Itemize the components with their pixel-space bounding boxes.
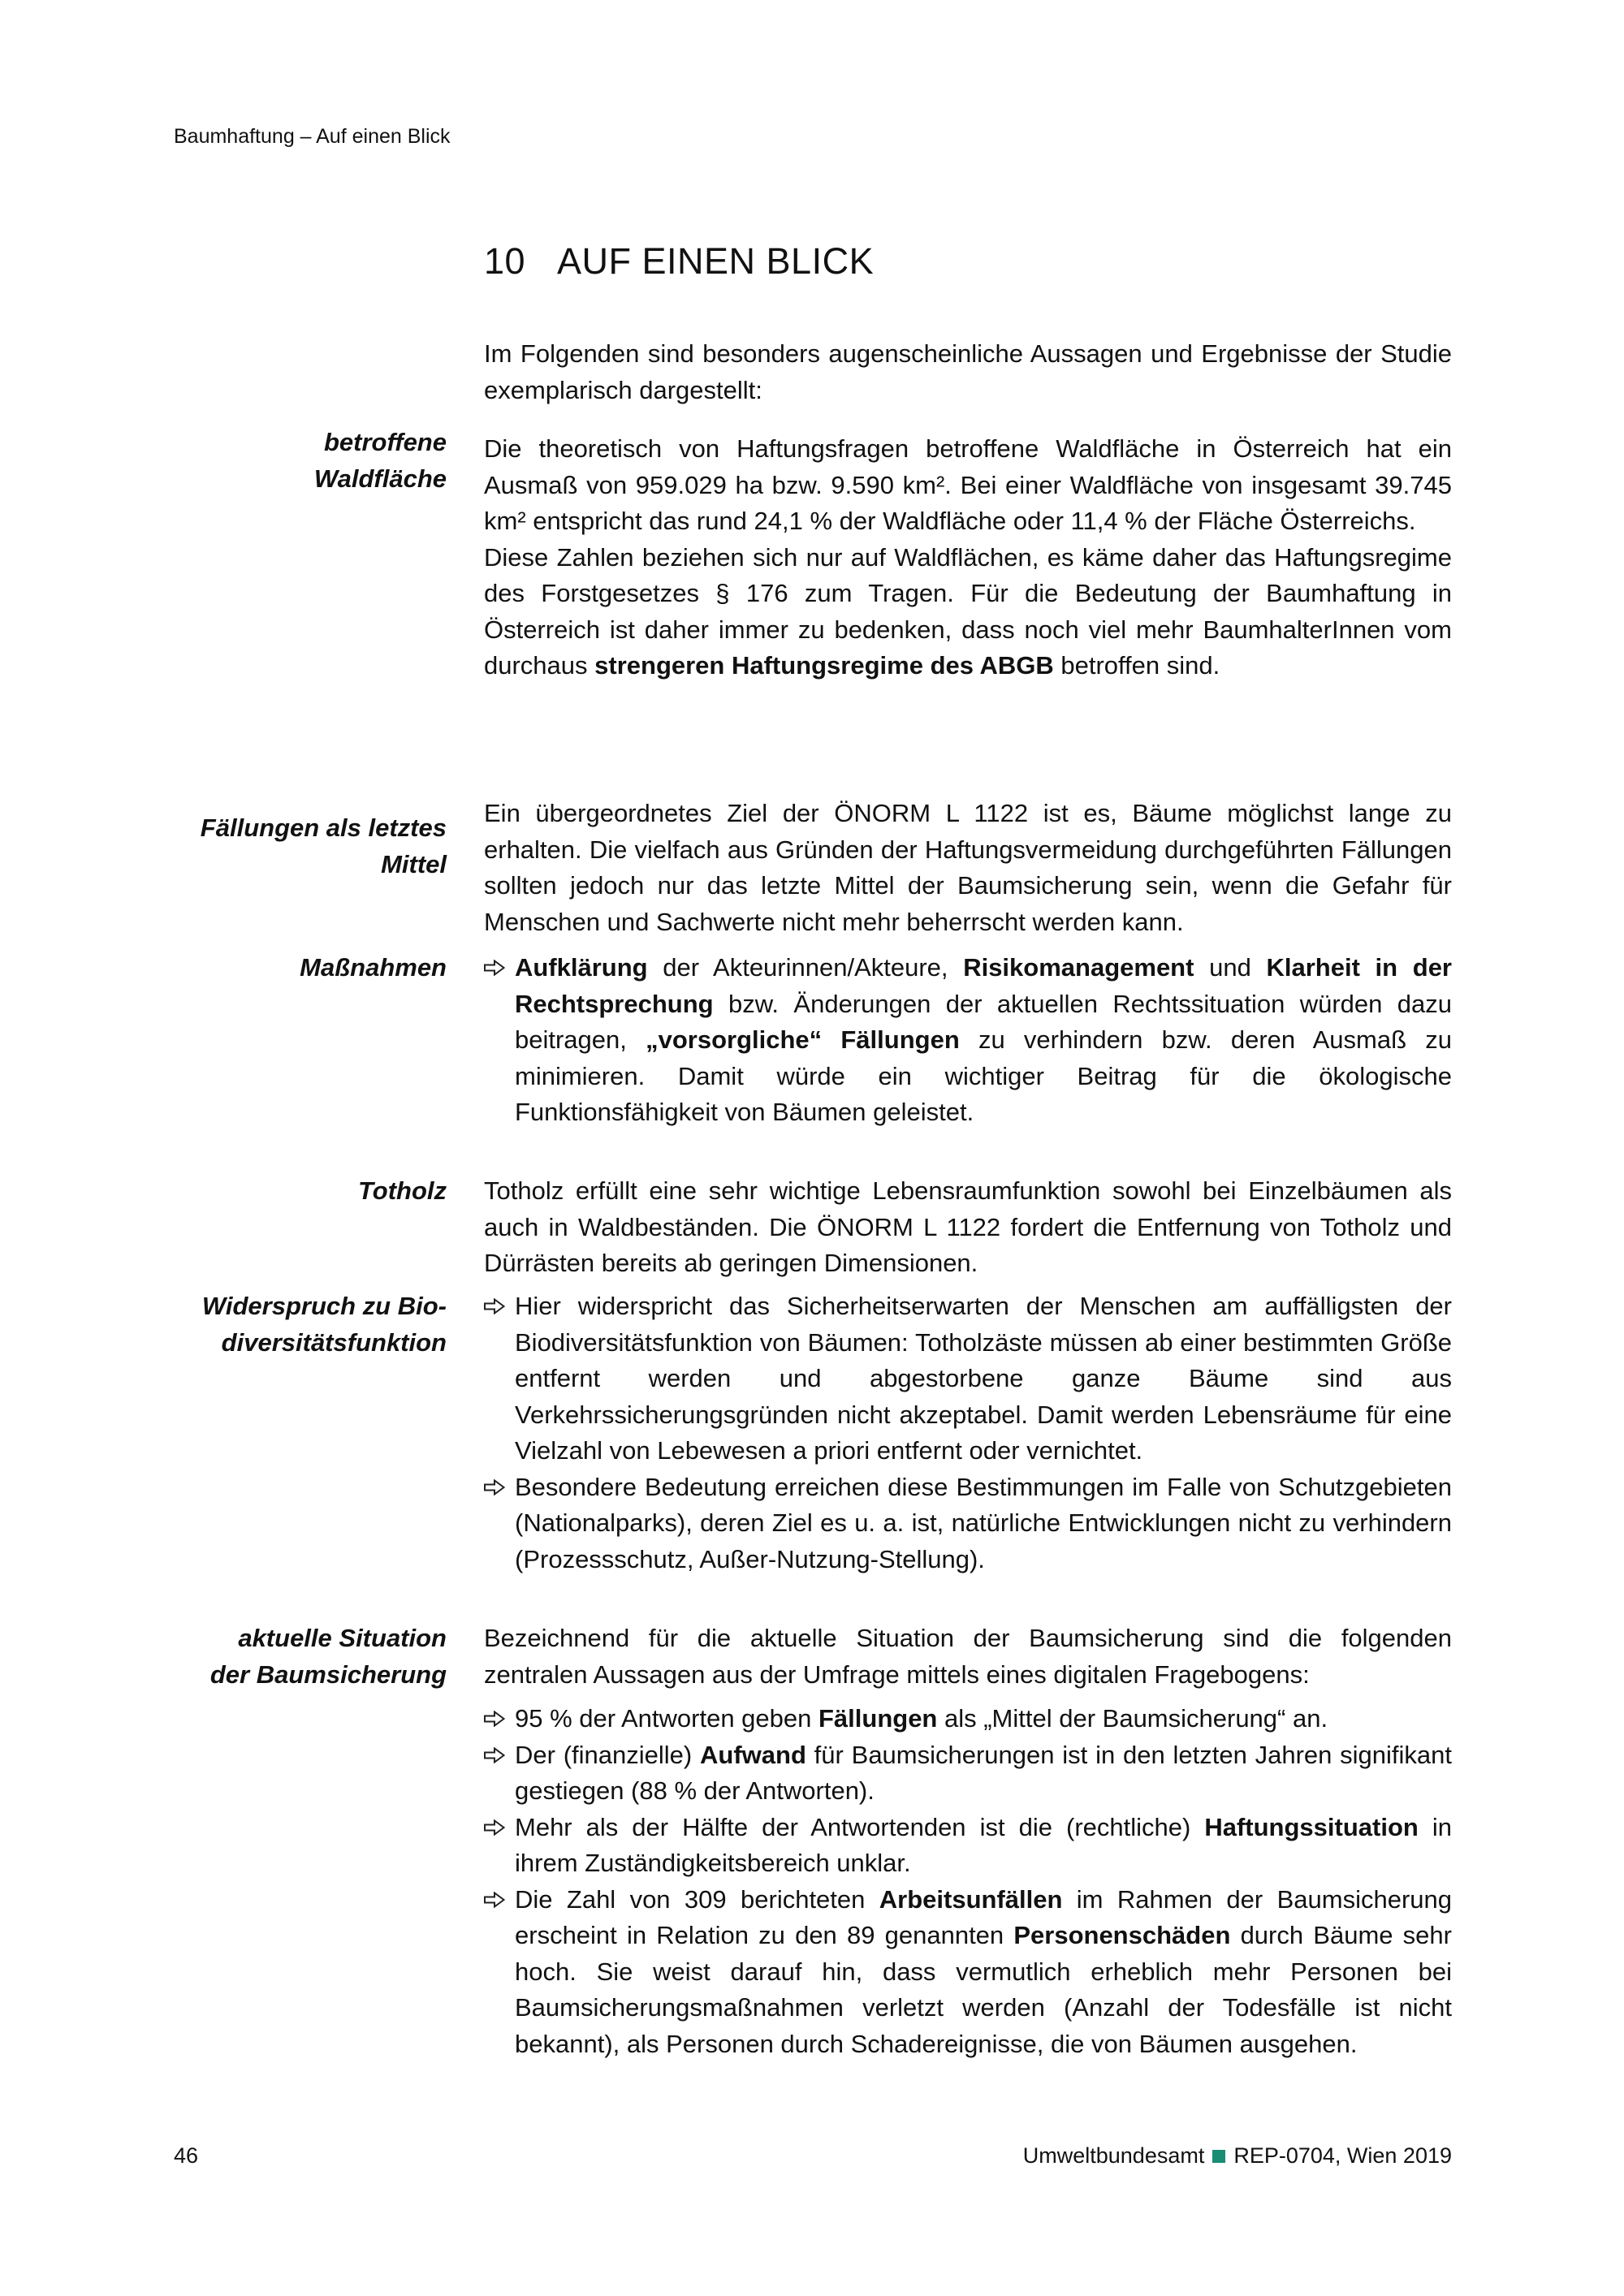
arrow-right-icon bbox=[484, 1747, 505, 1763]
paragraph-totholz: Totholz erfüllt eine sehr wichtige Lebensraumfunktion sowohl bei Einzelbäumen als auch in Waldbeständen. Die ÖNORM L 1122 fordert die Entfernung von Totholz und Dürrästen bereits ab geringen Dimensionen. bbox=[484, 1176, 1452, 1277]
list-item bbox=[484, 1737, 1452, 1810]
list-item bbox=[484, 1882, 1452, 2063]
list-item bbox=[484, 1810, 1452, 1882]
arrow-right-icon bbox=[484, 1298, 505, 1314]
footer-publication bbox=[1023, 2143, 1452, 2169]
margin-note-line: betroffene bbox=[323, 428, 447, 456]
arrow-right-icon bbox=[484, 1479, 505, 1495]
arrow-right-icon bbox=[484, 960, 505, 976]
chapter-title: AUF EINEN BLICK bbox=[557, 240, 875, 282]
margin-note-line: Waldfläche bbox=[313, 464, 447, 493]
bold-run: Aufklärung bbox=[515, 953, 648, 982]
margin-note-faellungen bbox=[122, 810, 447, 883]
margin-note-line: der Baumsicherung bbox=[209, 1659, 447, 1689]
arrow-right-icon bbox=[484, 1711, 505, 1727]
bold-run: Arbeitsunfällen bbox=[879, 1884, 1063, 1914]
section-waldflaeche bbox=[484, 431, 1452, 684]
margin-note-line: Widerspruch zu Bio- bbox=[201, 1292, 447, 1320]
bold-run: Personenschäden bbox=[1013, 1921, 1231, 1949]
text-run: Hier widerspricht das Sicherheitserwarten der Menschen am auffälligsten der Biodiversitätsfunktion von Bäumen: Totholzäste müssen ab einer bestimmten Größe entfernt werden und abgestorbene ganze Bäume sind aus Verkehrssicherungsgründen nicht akzeptabel. Damit werden Lebensräume für eine Vielzahl von Lebewesen a priori entfernt oder vernichtet. bbox=[515, 1292, 1452, 1465]
text-run: Diese Zahlen beziehen sich nur auf Waldflächen, es käme daher das Haftungsregime des Forstgesetzes § 176 zum Tragen. Für die Bedeutung der Baumhaftung in Österreich ist daher immer zu bedenken, dass noch viel mehr BaumhalterInnen vom durchaus bbox=[484, 542, 1452, 680]
margin-note-line: Fällungen als letztes bbox=[200, 814, 447, 842]
text-run: 95 % der Antworten geben bbox=[515, 1704, 818, 1733]
margin-note-waldflaeche bbox=[122, 425, 447, 497]
text-run: als „Mittel der Baumsicherung“ an. bbox=[937, 1704, 1328, 1733]
paragraph-situation: Bezeichnend für die aktuelle Situation der Baumsicherung sind die folgenden zentralen Aussagen aus der Umfrage mittels eines digitalen Fragebogens: bbox=[484, 1624, 1452, 1689]
list-totholz bbox=[484, 1288, 1452, 1577]
text-run: Mehr als der Hälfte der Antwortenden ist die (rechtliche) bbox=[515, 1812, 1205, 1841]
paragraph: Die theoretisch von Haftungsfragen betroffene Waldfläche in Österreich hat ein Ausmaß von 959.029 ha bzw. 9.590 km². Bei einer Waldfläche von insgesamt 39.745 km² entspricht das rund 24,1 % der Waldfläche oder 11,4 % der Fläche Österreichs. bbox=[484, 434, 1452, 535]
list-massnahmen bbox=[484, 950, 1452, 1131]
arrow-right-icon bbox=[484, 1892, 505, 1908]
text-run: bzw. Änderungen der aktuellen Rechtssituation würden dazu beitragen, bbox=[515, 989, 1452, 1054]
paragraph-faellungen: Ein übergeordnetes Ziel der ÖNORM L 1122 ist es, Bäume möglichst lange zu erhalten. Die vielfach aus Gründen der Haftungsvermeidung durchgeführten Fällungen sollten jedoch nur das letzte Mittel der Baumsicherung sein, wenn die Gefahr für Menschen und Sachwerte nicht mehr beherrscht werden kann. bbox=[484, 799, 1452, 936]
list-item bbox=[484, 1701, 1452, 1737]
margin-note-biodiversitaet bbox=[122, 1288, 447, 1361]
report-id: REP-0704, Wien 2019 bbox=[1233, 2143, 1452, 2168]
running-head: Baumhaftung – Auf einen Blick bbox=[174, 125, 451, 148]
bold-run: Klarheit in der Rechtsprechung bbox=[515, 953, 1452, 1018]
text-run: betroffen sind. bbox=[1053, 651, 1220, 680]
list-item bbox=[484, 1470, 1452, 1578]
bold-run: Haftungssituation bbox=[1204, 1812, 1419, 1841]
bold-run: Fällungen bbox=[818, 1704, 938, 1733]
bold-run: Risikomanagement bbox=[963, 953, 1194, 982]
margin-note-line: Maßnahmen bbox=[300, 953, 447, 982]
margin-note-totholz bbox=[122, 1173, 447, 1210]
list-item bbox=[484, 950, 1452, 1131]
text-run: zu verhindern bzw. deren Ausmaß zu minimieren. Damit würde ein wichtiger Beitrag für die ökologische Funktionsfähigkeit von Bäumen geleistet. bbox=[515, 1025, 1452, 1126]
intro-paragraph: Im Folgenden sind besonders augenscheinliche Aussagen und Ergebnisse der Studie exemplarisch dargestellt: bbox=[484, 339, 1452, 404]
chapter-heading bbox=[484, 240, 874, 283]
accent-square-icon bbox=[1212, 2150, 1225, 2163]
margin-note-line: Totholz bbox=[357, 1176, 447, 1205]
arrow-right-icon bbox=[484, 1819, 505, 1836]
text-run: in ihrem Zuständigkeitsbereich unklar. bbox=[515, 1812, 1452, 1877]
text-run: durch Bäume sehr hoch. Sie weist darauf hin, dass vermutlich erheblich mehr Personen bei Baumsicherungsmaßnahmen verletzt werden (Anzahl der Todesfälle ist nicht bekannt), als Personen durch Schadereignisse, die von Bäumen ausgehen. bbox=[515, 1921, 1452, 2058]
text-run: Der (finanzielle) bbox=[515, 1740, 701, 1769]
margin-note-massnahmen bbox=[122, 950, 447, 986]
paragraph bbox=[484, 540, 1452, 684]
page-number: 46 bbox=[174, 2143, 199, 2168]
text-run: für Baumsicherungen ist in den letzten Jahren signifikant gestiegen (88 % der Antworten). bbox=[515, 1740, 1452, 1805]
bold-run: „vorsorgliche“ Fällungen bbox=[646, 1025, 960, 1054]
text-run: und bbox=[1194, 953, 1267, 982]
margin-note-line: diversitätsfunktion bbox=[221, 1327, 447, 1357]
publisher-name: Umweltbundesamt bbox=[1022, 2143, 1205, 2168]
list-situation bbox=[484, 1701, 1452, 2062]
margin-note-line: aktuelle Situation bbox=[238, 1624, 447, 1652]
text-run: der Akteurinnen/Akteure, bbox=[647, 953, 964, 982]
margin-note-line: Mittel bbox=[381, 849, 447, 878]
text-run: Besondere Bedeutung erreichen diese Bestimmungen im Falle von Schutzgebieten (Nationalparks), deren Ziel es u. a. ist, natürliche Entwicklungen nicht zu verhindern (Prozessschutz, Außer-Nutzung-Stellung). bbox=[515, 1472, 1452, 1573]
list-item bbox=[484, 1288, 1452, 1470]
bold-run: Aufwand bbox=[700, 1740, 806, 1769]
text-run: Die Zahl von 309 berichteten bbox=[515, 1884, 879, 1914]
margin-note-situation bbox=[122, 1621, 447, 1693]
bold-run: strengeren Haftungsregime des ABGB bbox=[594, 651, 1054, 680]
chapter-number: 10 bbox=[484, 240, 526, 282]
text-run: im Rahmen der Baumsicherung erscheint in Relation zu den 89 genannten bbox=[515, 1884, 1452, 1949]
